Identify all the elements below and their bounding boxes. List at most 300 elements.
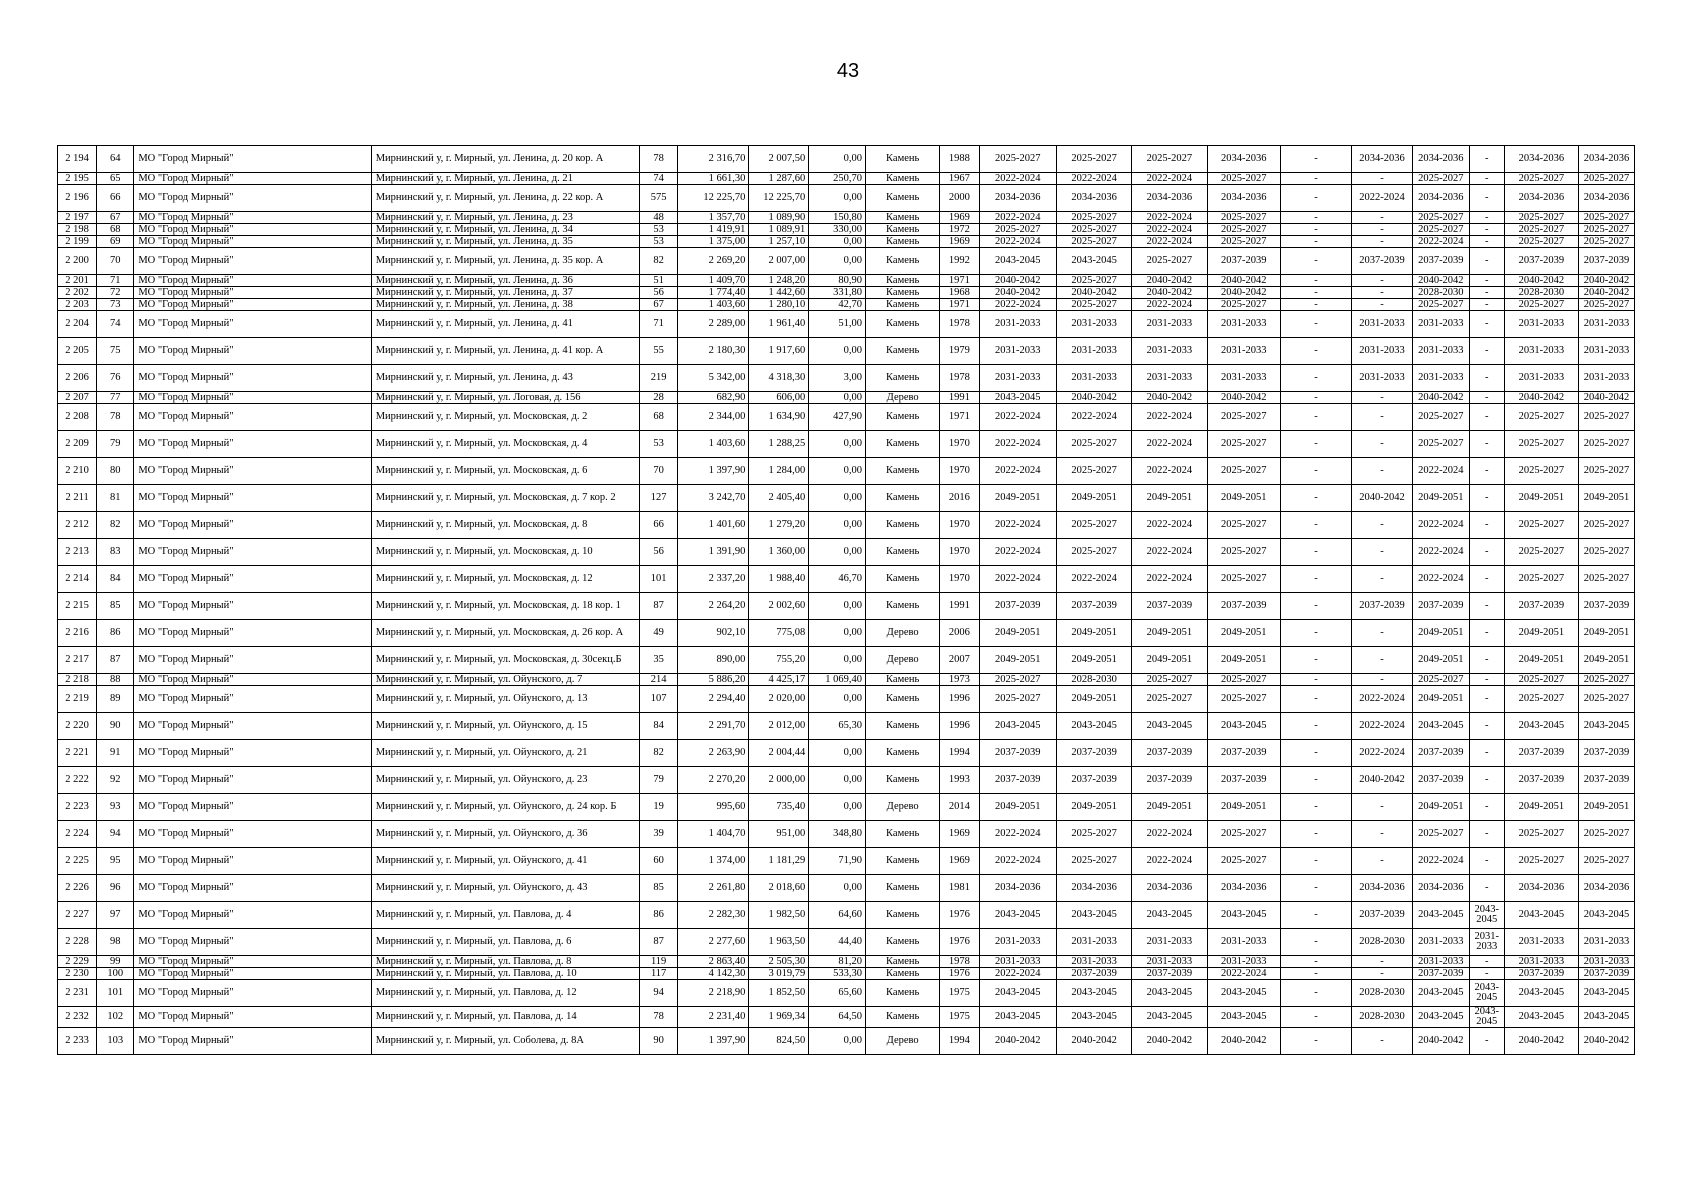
cell-nonliving-area: 0,00 [809, 458, 866, 485]
cell-period-gas: - [1469, 740, 1504, 767]
cell-period-facade: 2031-2033 [1056, 929, 1131, 956]
cell-local-number: 91 [97, 740, 134, 767]
cell-living-area: 1 442,60 [749, 287, 809, 299]
cell-period-water: 2025-2027 [1207, 674, 1280, 686]
cell-build-year: 1971 [940, 404, 979, 431]
cell-period-basement: 2025-2027 [1579, 224, 1635, 236]
cell-living-area: 4 425,17 [749, 674, 809, 686]
table-row [58, 686, 1635, 713]
cell-municipality: МО "Город Мирный" [134, 875, 371, 902]
cell-living-area: 2 007,50 [749, 146, 809, 173]
cell-period-roof: 2031-2033 [979, 365, 1056, 392]
cell-period-foundation: 2037-2039 [1352, 248, 1413, 275]
cell-period-facade: 2025-2027 [1056, 512, 1131, 539]
cell-wall-material: Камень [866, 485, 940, 512]
cell-period-elevator: - [1280, 620, 1351, 647]
cell-apartments: 119 [640, 956, 678, 968]
cell-living-area: 1 852,50 [749, 980, 809, 1007]
cell-row-number: 2 222 [58, 767, 97, 794]
cell-build-year: 1972 [940, 224, 979, 236]
cell-total-area: 1 375,00 [678, 236, 749, 248]
cell-period-gas: - [1469, 647, 1504, 674]
cell-period-electric: 2049-2051 [1412, 485, 1469, 512]
cell-row-number: 2 213 [58, 539, 97, 566]
cell-period-electric: 2031-2033 [1412, 365, 1469, 392]
cell-period-water: 2025-2027 [1207, 431, 1280, 458]
cell-period-basement: 2034-2036 [1579, 185, 1635, 212]
cell-period-water: 2031-2033 [1207, 338, 1280, 365]
table-row [58, 338, 1635, 365]
cell-period-elevator: - [1280, 458, 1351, 485]
cell-period-heating: 2022-2024 [1132, 212, 1207, 224]
cell-period-basement: 2043-2045 [1579, 1007, 1635, 1028]
cell-local-number: 72 [97, 287, 134, 299]
cell-period-elevator: - [1280, 767, 1351, 794]
cell-period-facade: 2043-2045 [1056, 902, 1131, 929]
cell-living-area: 1 089,90 [749, 212, 809, 224]
cell-period-basement: 2025-2027 [1579, 404, 1635, 431]
cell-period-electric: 2025-2027 [1412, 299, 1469, 311]
cell-period-basement: 2043-2045 [1579, 713, 1635, 740]
cell-period-heating: 2040-2042 [1132, 1028, 1207, 1055]
cell-period-heating: 2040-2042 [1132, 392, 1207, 404]
cell-period-foundation: - [1352, 821, 1413, 848]
cell-period-facade: 2043-2045 [1056, 713, 1131, 740]
cell-period-water: 2031-2033 [1207, 929, 1280, 956]
cell-total-area: 1 661,30 [678, 173, 749, 185]
cell-address: Мирнинский у, г. Мирный, ул. Павлова, д. 4 [371, 902, 639, 929]
cell-period-sewer: 2025-2027 [1504, 224, 1578, 236]
cell-period-roof: 2049-2051 [979, 647, 1056, 674]
cell-period-foundation: 2022-2024 [1352, 713, 1413, 740]
cell-row-number: 2 229 [58, 956, 97, 968]
cell-nonliving-area: 0,00 [809, 338, 866, 365]
cell-apartments: 74 [640, 173, 678, 185]
cell-period-electric: 2022-2024 [1412, 458, 1469, 485]
table-row [58, 902, 1635, 929]
cell-period-basement: 2025-2027 [1579, 686, 1635, 713]
cell-living-area: 2 505,30 [749, 956, 809, 968]
cell-living-area: 2 002,60 [749, 593, 809, 620]
cell-row-number: 2 226 [58, 875, 97, 902]
cell-period-elevator: - [1280, 1028, 1351, 1055]
cell-apartments: 87 [640, 593, 678, 620]
cell-nonliving-area: 331,80 [809, 287, 866, 299]
cell-period-elevator: - [1280, 311, 1351, 338]
cell-period-elevator: - [1280, 224, 1351, 236]
cell-period-facade: 2025-2027 [1056, 539, 1131, 566]
cell-nonliving-area: 64,60 [809, 902, 866, 929]
cell-period-sewer: 2049-2051 [1504, 647, 1578, 674]
cell-period-gas: - [1469, 566, 1504, 593]
cell-nonliving-area: 0,00 [809, 539, 866, 566]
cell-wall-material: Камень [866, 1007, 940, 1028]
cell-apartments: 51 [640, 275, 678, 287]
cell-period-gas: - [1469, 173, 1504, 185]
cell-period-basement: 2037-2039 [1579, 248, 1635, 275]
cell-build-year: 1970 [940, 539, 979, 566]
cell-local-number: 71 [97, 275, 134, 287]
cell-period-facade: 2043-2045 [1056, 980, 1131, 1007]
table-row [58, 485, 1635, 512]
cell-apartments: 94 [640, 980, 678, 1007]
cell-address: Мирнинский у, г. Мирный, ул. Павлова, д. 6 [371, 929, 639, 956]
cell-period-gas: - [1469, 287, 1504, 299]
cell-apartments: 86 [640, 902, 678, 929]
cell-address: Мирнинский у, г. Мирный, ул. Ленина, д. 35 кор. А [371, 248, 639, 275]
cell-local-number: 92 [97, 767, 134, 794]
cell-period-basement: 2025-2027 [1579, 299, 1635, 311]
cell-period-facade: 2043-2045 [1056, 248, 1131, 275]
cell-period-water: 2034-2036 [1207, 146, 1280, 173]
cell-period-foundation: - [1352, 566, 1413, 593]
cell-build-year: 2014 [940, 794, 979, 821]
cell-period-elevator: - [1280, 404, 1351, 431]
cell-period-roof: 2040-2042 [979, 275, 1056, 287]
cell-period-water: 2025-2027 [1207, 224, 1280, 236]
cell-build-year: 1967 [940, 173, 979, 185]
cell-apartments: 117 [640, 968, 678, 980]
cell-local-number: 74 [97, 311, 134, 338]
cell-period-roof: 2031-2033 [979, 956, 1056, 968]
cell-municipality: МО "Город Мирный" [134, 146, 371, 173]
cell-wall-material: Камень [866, 338, 940, 365]
cell-municipality: МО "Город Мирный" [134, 299, 371, 311]
cell-period-water: 2034-2036 [1207, 875, 1280, 902]
cell-period-foundation: 2022-2024 [1352, 185, 1413, 212]
cell-period-heating: 2037-2039 [1132, 968, 1207, 980]
cell-apartments: 78 [640, 146, 678, 173]
cell-period-gas: - [1469, 539, 1504, 566]
cell-local-number: 70 [97, 248, 134, 275]
cell-period-water: 2031-2033 [1207, 311, 1280, 338]
cell-total-area: 12 225,70 [678, 185, 749, 212]
cell-total-area: 2 291,70 [678, 713, 749, 740]
cell-period-sewer: 2034-2036 [1504, 875, 1578, 902]
cell-row-number: 2 223 [58, 794, 97, 821]
cell-period-facade: 2049-2051 [1056, 794, 1131, 821]
cell-period-electric: 2034-2036 [1412, 875, 1469, 902]
cell-row-number: 2 231 [58, 980, 97, 1007]
cell-period-elevator: - [1280, 674, 1351, 686]
cell-address: Мирнинский у, г. Мирный, ул. Ойунского, д. 7 [371, 674, 639, 686]
cell-period-sewer: 2025-2027 [1504, 299, 1578, 311]
cell-period-roof: 2049-2051 [979, 620, 1056, 647]
cell-period-sewer: 2028-2030 [1504, 287, 1578, 299]
cell-period-basement: 2025-2027 [1579, 212, 1635, 224]
cell-period-water: 2025-2027 [1207, 458, 1280, 485]
cell-period-elevator: - [1280, 929, 1351, 956]
cell-municipality: МО "Город Мирный" [134, 566, 371, 593]
cell-period-water: 2037-2039 [1207, 248, 1280, 275]
cell-row-number: 2 215 [58, 593, 97, 620]
cell-period-water: 2043-2045 [1207, 902, 1280, 929]
cell-apartments: 56 [640, 287, 678, 299]
cell-apartments: 19 [640, 794, 678, 821]
cell-apartments: 66 [640, 512, 678, 539]
cell-period-heating: 2022-2024 [1132, 566, 1207, 593]
cell-apartments: 70 [640, 458, 678, 485]
cell-period-foundation: - [1352, 956, 1413, 968]
cell-address: Мирнинский у, г. Мирный, ул. Московская, д. 6 [371, 458, 639, 485]
cell-row-number: 2 209 [58, 431, 97, 458]
cell-row-number: 2 202 [58, 287, 97, 299]
cell-period-facade: 2043-2045 [1056, 1007, 1131, 1028]
cell-period-roof: 2022-2024 [979, 539, 1056, 566]
cell-local-number: 65 [97, 173, 134, 185]
cell-address: Мирнинский у, г. Мирный, ул. Московская, д. 26 кор. А [371, 620, 639, 647]
cell-row-number: 2 208 [58, 404, 97, 431]
cell-period-facade: 2022-2024 [1056, 404, 1131, 431]
cell-period-electric: 2022-2024 [1412, 512, 1469, 539]
cell-wall-material: Камень [866, 248, 940, 275]
cell-local-number: 67 [97, 212, 134, 224]
cell-wall-material: Камень [866, 929, 940, 956]
cell-period-water: 2049-2051 [1207, 794, 1280, 821]
table-row [58, 458, 1635, 485]
cell-total-area: 2 180,30 [678, 338, 749, 365]
cell-address: Мирнинский у, г. Мирный, ул. Павлова, д. 14 [371, 1007, 639, 1028]
cell-period-gas: 2043-2045 [1469, 1007, 1504, 1028]
cell-wall-material: Камень [866, 236, 940, 248]
cell-local-number: 102 [97, 1007, 134, 1028]
cell-municipality: МО "Город Мирный" [134, 674, 371, 686]
cell-local-number: 80 [97, 458, 134, 485]
cell-period-gas: - [1469, 458, 1504, 485]
cell-local-number: 87 [97, 647, 134, 674]
cell-period-foundation: 2040-2042 [1352, 485, 1413, 512]
cell-period-sewer: 2037-2039 [1504, 740, 1578, 767]
cell-apartments: 28 [640, 392, 678, 404]
table-body [58, 146, 1635, 1055]
cell-nonliving-area: 0,00 [809, 512, 866, 539]
cell-address: Мирнинский у, г. Мирный, ул. Ленина, д. 22 кор. А [371, 185, 639, 212]
cell-period-gas: 2043-2045 [1469, 902, 1504, 929]
cell-wall-material: Камень [866, 287, 940, 299]
cell-period-facade: 2028-2030 [1056, 674, 1131, 686]
cell-apartments: 82 [640, 740, 678, 767]
cell-period-sewer: 2043-2045 [1504, 713, 1578, 740]
cell-period-roof: 2043-2045 [979, 713, 1056, 740]
cell-total-area: 1 357,70 [678, 212, 749, 224]
cell-period-facade: 2040-2042 [1056, 392, 1131, 404]
table-row [58, 713, 1635, 740]
cell-apartments: 107 [640, 686, 678, 713]
cell-address: Мирнинский у, г. Мирный, ул. Ленина, д. 35 [371, 236, 639, 248]
cell-period-roof: 2043-2045 [979, 248, 1056, 275]
cell-period-electric: 2043-2045 [1412, 902, 1469, 929]
cell-period-sewer: 2049-2051 [1504, 794, 1578, 821]
cell-row-number: 2 198 [58, 224, 97, 236]
cell-period-elevator: - [1280, 740, 1351, 767]
cell-build-year: 1969 [940, 236, 979, 248]
cell-living-area: 2 007,00 [749, 248, 809, 275]
cell-apartments: 85 [640, 875, 678, 902]
cell-local-number: 89 [97, 686, 134, 713]
cell-period-foundation: - [1352, 404, 1413, 431]
cell-period-roof: 2022-2024 [979, 173, 1056, 185]
cell-total-area: 2 269,20 [678, 248, 749, 275]
cell-build-year: 1991 [940, 593, 979, 620]
cell-period-heating: 2031-2033 [1132, 929, 1207, 956]
cell-period-gas: - [1469, 686, 1504, 713]
cell-local-number: 81 [97, 485, 134, 512]
cell-wall-material: Дерево [866, 1028, 940, 1055]
cell-local-number: 93 [97, 794, 134, 821]
cell-period-gas: 2031-2033 [1469, 929, 1504, 956]
cell-build-year: 1968 [940, 287, 979, 299]
cell-period-roof: 2031-2033 [979, 338, 1056, 365]
cell-period-foundation: 2022-2024 [1352, 740, 1413, 767]
cell-period-facade: 2022-2024 [1056, 173, 1131, 185]
cell-period-foundation: - [1352, 620, 1413, 647]
cell-nonliving-area: 533,30 [809, 968, 866, 980]
cell-build-year: 2016 [940, 485, 979, 512]
cell-period-heating: 2049-2051 [1132, 620, 1207, 647]
cell-period-basement: 2043-2045 [1579, 902, 1635, 929]
cell-build-year: 1973 [940, 674, 979, 686]
cell-period-facade: 2049-2051 [1056, 686, 1131, 713]
cell-period-facade: 2034-2036 [1056, 875, 1131, 902]
cell-period-heating: 2040-2042 [1132, 287, 1207, 299]
cell-municipality: МО "Город Мирный" [134, 1007, 371, 1028]
cell-period-electric: 2037-2039 [1412, 593, 1469, 620]
table-row [58, 821, 1635, 848]
cell-period-foundation: - [1352, 431, 1413, 458]
cell-total-area: 995,60 [678, 794, 749, 821]
cell-build-year: 1981 [940, 875, 979, 902]
cell-period-electric: 2043-2045 [1412, 713, 1469, 740]
cell-living-area: 1 963,50 [749, 929, 809, 956]
cell-period-heating: 2043-2045 [1132, 980, 1207, 1007]
cell-local-number: 73 [97, 299, 134, 311]
cell-living-area: 1 248,20 [749, 275, 809, 287]
cell-period-heating: 2022-2024 [1132, 539, 1207, 566]
cell-period-sewer: 2040-2042 [1504, 392, 1578, 404]
cell-period-roof: 2043-2045 [979, 980, 1056, 1007]
cell-period-elevator: - [1280, 392, 1351, 404]
cell-address: Мирнинский у, г. Мирный, ул. Московская, д. 12 [371, 566, 639, 593]
cell-wall-material: Камень [866, 980, 940, 1007]
cell-row-number: 2 194 [58, 146, 97, 173]
cell-nonliving-area: 64,50 [809, 1007, 866, 1028]
cell-living-area: 824,50 [749, 1028, 809, 1055]
cell-build-year: 1979 [940, 338, 979, 365]
cell-period-basement: 2034-2036 [1579, 875, 1635, 902]
cell-nonliving-area: 44,40 [809, 929, 866, 956]
cell-period-basement: 2037-2039 [1579, 968, 1635, 980]
cell-period-facade: 2040-2042 [1056, 1028, 1131, 1055]
cell-local-number: 95 [97, 848, 134, 875]
cell-build-year: 1975 [940, 980, 979, 1007]
cell-period-basement: 2040-2042 [1579, 392, 1635, 404]
cell-address: Мирнинский у, г. Мирный, ул. Ойунского, д. 36 [371, 821, 639, 848]
cell-period-elevator: - [1280, 794, 1351, 821]
cell-period-heating: 2022-2024 [1132, 821, 1207, 848]
cell-period-heating: 2022-2024 [1132, 299, 1207, 311]
cell-address: Мирнинский у, г. Мирный, ул. Ленина, д. 23 [371, 212, 639, 224]
cell-period-sewer: 2025-2027 [1504, 821, 1578, 848]
cell-address: Мирнинский у, г. Мирный, ул. Ойунского, д. 23 [371, 767, 639, 794]
cell-living-area: 1 988,40 [749, 566, 809, 593]
cell-period-sewer: 2049-2051 [1504, 620, 1578, 647]
cell-period-foundation: 2028-2030 [1352, 1007, 1413, 1028]
cell-period-gas: - [1469, 146, 1504, 173]
cell-period-facade: 2037-2039 [1056, 968, 1131, 980]
cell-period-electric: 2022-2024 [1412, 236, 1469, 248]
cell-build-year: 1970 [940, 566, 979, 593]
table-row [58, 956, 1635, 968]
cell-period-gas: - [1469, 404, 1504, 431]
cell-period-facade: 2031-2033 [1056, 956, 1131, 968]
cell-municipality: МО "Город Мирный" [134, 593, 371, 620]
cell-living-area: 12 225,70 [749, 185, 809, 212]
cell-living-area: 1 917,60 [749, 338, 809, 365]
table-row [58, 365, 1635, 392]
cell-total-area: 1 419,91 [678, 224, 749, 236]
cell-municipality: МО "Город Мирный" [134, 767, 371, 794]
cell-period-electric: 2040-2042 [1412, 275, 1469, 287]
cell-living-area: 1 257,10 [749, 236, 809, 248]
cell-row-number: 2 224 [58, 821, 97, 848]
cell-living-area: 1 280,10 [749, 299, 809, 311]
cell-period-electric: 2025-2027 [1412, 404, 1469, 431]
cell-total-area: 4 142,30 [678, 968, 749, 980]
cell-period-roof: 2049-2051 [979, 485, 1056, 512]
cell-period-water: 2043-2045 [1207, 713, 1280, 740]
cell-wall-material: Камень [866, 173, 940, 185]
cell-period-foundation: - [1352, 848, 1413, 875]
cell-local-number: 88 [97, 674, 134, 686]
cell-period-water: 2025-2027 [1207, 212, 1280, 224]
cell-municipality: МО "Город Мирный" [134, 620, 371, 647]
cell-address: Мирнинский у, г. Мирный, ул. Ойунского, д. 13 [371, 686, 639, 713]
cell-municipality: МО "Город Мирный" [134, 713, 371, 740]
cell-total-area: 2 289,00 [678, 311, 749, 338]
cell-nonliving-area: 0,00 [809, 593, 866, 620]
cell-apartments: 60 [640, 848, 678, 875]
cell-period-facade: 2049-2051 [1056, 620, 1131, 647]
cell-address: Мирнинский у, г. Мирный, ул. Ленина, д. 20 кор. А [371, 146, 639, 173]
cell-local-number: 99 [97, 956, 134, 968]
cell-period-sewer: 2031-2033 [1504, 311, 1578, 338]
cell-period-basement: 2025-2027 [1579, 566, 1635, 593]
cell-period-gas: - [1469, 848, 1504, 875]
cell-build-year: 1970 [940, 431, 979, 458]
cell-period-heating: 2031-2033 [1132, 311, 1207, 338]
cell-period-roof: 2037-2039 [979, 740, 1056, 767]
cell-municipality: МО "Город Мирный" [134, 956, 371, 968]
cell-apartments: 219 [640, 365, 678, 392]
cell-period-elevator: - [1280, 956, 1351, 968]
cell-total-area: 2 277,60 [678, 929, 749, 956]
cell-period-elevator: - [1280, 299, 1351, 311]
table-row [58, 275, 1635, 287]
cell-period-basement: 2049-2051 [1579, 485, 1635, 512]
cell-period-foundation: 2040-2042 [1352, 767, 1413, 794]
cell-period-sewer: 2034-2036 [1504, 146, 1578, 173]
cell-row-number: 2 203 [58, 299, 97, 311]
cell-total-area: 2 863,40 [678, 956, 749, 968]
cell-period-basement: 2031-2033 [1579, 311, 1635, 338]
cell-period-elevator: - [1280, 686, 1351, 713]
cell-total-area: 2 231,40 [678, 1007, 749, 1028]
cell-period-sewer: 2025-2027 [1504, 566, 1578, 593]
cell-period-heating: 2022-2024 [1132, 431, 1207, 458]
cell-period-elevator: - [1280, 212, 1351, 224]
cell-municipality: МО "Город Мирный" [134, 338, 371, 365]
cell-period-heating: 2022-2024 [1132, 404, 1207, 431]
